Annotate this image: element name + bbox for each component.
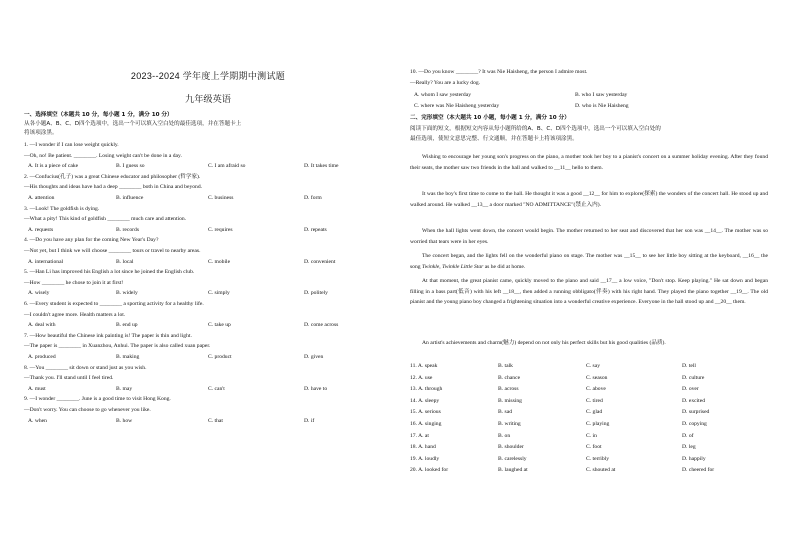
q9-option-d[interactable]: D. if <box>304 417 315 424</box>
q4-option-b[interactable]: B. local <box>116 258 134 265</box>
q9-option-b[interactable]: B. how <box>116 417 133 424</box>
q7-line-2: —The paper is ________ in Xuanzhou, Anhui. The paper is also called xuan paper. <box>24 343 211 350</box>
q7-line-1: 7. —How beautiful the Chinese ink painting is! The paper is thin and light. <box>24 332 192 339</box>
choice-12-c[interactable]: C. season <box>586 374 608 381</box>
section2-heading: 二、完形填空（本大题共 10 小题，每小题 1 分，满分 10 分） <box>410 115 570 121</box>
choice-11-c[interactable]: C. say <box>586 363 600 369</box>
q7-option-b[interactable]: B. making <box>116 354 140 360</box>
q5-line-1: 5. —Han Li has improved his English a lot since he joined the English club. <box>24 269 195 276</box>
right-column <box>410 0 776 549</box>
choice-12-b[interactable]: B. chance <box>498 374 521 381</box>
q5-option-d[interactable]: D. politely <box>304 290 328 297</box>
section1-instruction-2: 将该项涂黑。 <box>24 130 58 136</box>
choice-12-d[interactable]: D. culture <box>682 374 705 381</box>
q8-option-b[interactable]: B. may <box>116 385 133 392</box>
q2-option-d[interactable]: D. form <box>304 195 322 201</box>
q7-option-d[interactable]: D. given <box>304 354 324 360</box>
q8-line-1: 8. —You ________ sit down or stand just as you wish. <box>24 364 147 371</box>
q6-option-d[interactable]: D. come across <box>304 322 339 329</box>
left-column <box>24 0 392 549</box>
choice-15-b[interactable]: B. sad <box>498 409 512 416</box>
q5-line-2: —How ________ he chose to join it at first! <box>24 279 124 286</box>
q9-options <box>24 419 392 426</box>
q7-option-a[interactable]: A. produced <box>28 354 56 360</box>
q4-option-d[interactable]: D. convenient <box>304 258 336 265</box>
passage-paragraph-2: It was the boy's first time to come to the hall. He thought it was a good __12__ for him to explore(探索) the wonders of the concert hall. He stood up and walked around. He walked __13__ a door marked "NO ADMITTANCE"(禁止入内). <box>410 191 768 208</box>
passage-paragraph-1: Wishing to encourage her young son's progress on the piano, a mother took her boy to a pianist's concert on a summer holiday evening. After they found their seats, the mother saw two friends in the hall and walked to __11__ hello to them. <box>410 154 768 171</box>
q9-option-a[interactable]: A. when <box>28 417 47 424</box>
choice-16-d[interactable]: D. copying <box>682 421 707 427</box>
passage-p4-text: The concert began, and the lights fell on the wonderful piano on stage. The mother was __15__ to see her little boy sitting at the keyboard, __16__ the song Twinkle, Twinkle Little Star as he did at home. <box>410 253 768 270</box>
q2-options <box>24 196 392 203</box>
choice-18-b[interactable]: B. shoulder <box>498 444 524 451</box>
q1-option-b[interactable]: B. I guess so <box>116 163 145 170</box>
choice-11-a[interactable]: 11. A. speak <box>410 363 438 369</box>
choice-13-b[interactable]: B. across <box>498 386 519 393</box>
choice-15-c[interactable]: C. glad <box>586 409 603 416</box>
q1-line-1: 1. —I wonder if I can lose weight quickly. <box>24 142 119 148</box>
q1-option-c[interactable]: C. I am afraid so <box>208 163 246 170</box>
section2-instruction-2: 最佳选项，使短文意思完整、行文通顺，并在答题卡上将该项涂黑。 <box>410 136 578 142</box>
choice-20-b[interactable]: B. laughed at <box>498 467 528 474</box>
choice-17-b[interactable]: B. on <box>498 432 511 439</box>
q4-option-a[interactable]: A. international <box>28 258 64 265</box>
choice-row-17 <box>410 434 776 441</box>
q10-options-row-1 <box>410 93 778 100</box>
choice-row-14 <box>410 399 776 406</box>
choice-13-c[interactable]: C. above <box>586 386 606 393</box>
choice-17-a[interactable]: 17. A. at <box>410 432 429 439</box>
q1-option-d[interactable]: D. It takes time <box>304 163 339 170</box>
q8-options <box>24 387 392 394</box>
q6-line-2: —I couldn't agree more. Health matters a lot. <box>24 311 126 318</box>
section2-instruction-1: 阅读下面的短文，根据短文内容从每小题所给的A、B、C、D四个选项中，选出一个可以填入空白处的 <box>410 126 661 132</box>
q3-option-b[interactable]: B. records <box>116 226 139 233</box>
choice-11-b[interactable]: B. talk <box>498 363 513 369</box>
choice-16-c[interactable]: C. playing <box>586 421 610 427</box>
q3-option-a[interactable]: A. requests <box>28 226 54 233</box>
passage-paragraph-6: An artist's achievements and charm(魅力) depend on not only his perfect skills but his good qualities (品质). <box>422 340 666 346</box>
choice-14-b[interactable]: B. missing <box>498 397 522 404</box>
q3-options <box>24 228 392 235</box>
choice-12-a[interactable]: 12. A. use <box>410 374 433 381</box>
q3-option-c[interactable]: C. requires <box>208 226 233 233</box>
q5-option-c[interactable]: C. simply <box>208 290 230 297</box>
q7-options <box>24 355 392 362</box>
q2-option-a[interactable]: A. attention <box>28 195 55 201</box>
q8-line-2: —Thank you. I'll stand until I feel tired. <box>24 375 114 382</box>
q10-option-a[interactable]: A. whom I saw yesterday <box>414 92 472 98</box>
q8-option-a[interactable]: A. must <box>28 385 46 392</box>
choice-row-13 <box>410 387 776 394</box>
q2-option-c[interactable]: C. business <box>208 195 234 201</box>
choice-14-d[interactable]: D. excited <box>682 397 705 404</box>
q10-options-row-2 <box>410 104 778 111</box>
q9-line-2: —Don't worry. You can choose to go whenever you like. <box>24 407 151 413</box>
choice-row-16 <box>410 422 776 429</box>
q4-options <box>24 260 392 267</box>
choice-19-b[interactable]: B. carelessly <box>498 455 527 462</box>
q6-options <box>24 323 392 330</box>
choice-18-c[interactable]: C. foot <box>586 444 602 451</box>
choice-15-d[interactable]: D. surprised <box>682 409 710 416</box>
q2-option-b[interactable]: B. influence <box>116 195 144 201</box>
q3-line-2: —What a pity! This kind of goldfish ________ much care and attention. <box>24 216 187 223</box>
q1-option-a[interactable]: A. It is a piece of cake <box>28 163 79 170</box>
q1-options <box>24 164 392 171</box>
choice-20-c[interactable]: C. shouted at <box>586 467 616 474</box>
choice-14-a[interactable]: 14. A. sleepy <box>410 397 440 404</box>
q10-line-1: 10. —Do you know ________? It was Nie Haisheng, the person I admire most. <box>410 69 588 75</box>
choice-16-b[interactable]: B. writing <box>498 421 521 427</box>
q1-line-2: —Oh, no! Be patient. ________. Losing weight can't be done in a day. <box>24 152 182 159</box>
choice-19-d[interactable]: D. happily <box>682 455 706 462</box>
choice-14-c[interactable]: C. tired <box>586 397 603 404</box>
q6-line-1: 6. —Every student is expected to ________ a sporting activity for a healthy life. <box>24 301 204 307</box>
choice-row-19 <box>410 457 776 464</box>
choice-13-a[interactable]: 13. A. through <box>410 386 443 393</box>
q3-option-d[interactable]: D. repeats <box>304 226 327 233</box>
q10-option-d[interactable]: D. who is Nie Haisheng <box>575 103 629 109</box>
q7-option-c[interactable]: C. product <box>208 354 232 360</box>
choice-row-11 <box>410 364 776 371</box>
passage-paragraph-3: When the hall lights went down, the concert would begin. The mother returned to her seat and discovered that her son was __14__. The mother was so worried that tears were in her eyes. <box>410 228 768 245</box>
choice-19-c[interactable]: C. terribly <box>586 455 609 462</box>
q5-option-b[interactable]: B. widely <box>116 290 138 297</box>
q5-option-a[interactable]: A. wisely <box>28 290 50 297</box>
q10-option-c[interactable]: C. where was Nie Haisheng yesterday <box>414 103 500 109</box>
q4-option-c[interactable]: C. mobile <box>208 258 231 265</box>
q9-line-1: 9. —I wonder ________. June is a good time to visit Hong Kong. <box>24 396 171 403</box>
choice-row-20 <box>410 468 776 475</box>
choice-row-15 <box>410 410 776 417</box>
choice-row-18 <box>410 445 776 452</box>
q8-option-d[interactable]: D. have to <box>304 385 328 392</box>
passage-paragraph-4 <box>410 251 768 272</box>
passage-paragraph-5: At that moment, the great pianist came, quickly moved to the piano and said __17__ a low voice, "Don't stop. Keep playing." He sat down and began filling in a bass part(低音) with his left __18__, then added a running obbligato(伴奏) with his right hand. They played the piano together __19__. The old pianist and the young piano boy changed a frightening situation into a wonderful creative experience. Everyone in the hall stood up and __20__ them. <box>410 278 768 306</box>
q4-line-1: 4. —Do you have any plan for the coming New Year's Day? <box>24 237 159 244</box>
exam-subtitle: 九年级英语 <box>185 94 231 104</box>
q10-option-b[interactable]: B. who I saw yesterday <box>575 92 628 98</box>
choice-17-c[interactable]: C. in <box>586 432 597 439</box>
choice-20-a[interactable]: 20. A. looked for <box>410 467 449 474</box>
section1-heading: 一、选择填空（本题共 10 分，每小题 1 分，满分 10 分） <box>24 112 173 118</box>
choice-18-d[interactable]: D. leg <box>682 444 696 451</box>
q9-option-c[interactable]: C. that <box>208 417 223 424</box>
choice-13-d[interactable]: D. over <box>682 386 699 393</box>
q8-option-c[interactable]: C. can't <box>208 385 225 392</box>
q6-option-b[interactable]: B. end up <box>116 322 138 329</box>
choice-11-d[interactable]: D. tell <box>682 363 696 369</box>
q6-option-c[interactable]: C. take up <box>208 322 231 329</box>
q3-line-1: 3. —Look! The goldfish is dying. <box>24 205 100 212</box>
choice-20-d[interactable]: D. cheered for <box>682 467 715 474</box>
q4-line-2: —Not yet, but I think we will choose ________ tours or travel to nearby areas. <box>24 248 201 254</box>
choice-19-a[interactable]: 19. A. loudly <box>410 455 440 462</box>
choice-17-d[interactable]: D. of <box>682 432 694 439</box>
exam-title: 2023--2024 学年度上学期期中测试题 <box>130 71 286 81</box>
q2-line-2: —His thoughts and ideas have had a deep ________ both in China and beyond. <box>24 184 203 191</box>
q6-option-a[interactable]: A. deal with <box>28 322 56 329</box>
section1-instruction-1: 从各小题A、B、C、D四个选项中，选出一个可以填入空白处的最佳选项，并在答题卡上 <box>24 121 242 127</box>
choice-row-12 <box>410 376 776 383</box>
q10-line-2: —Really? You are a lucky dog. <box>410 80 481 86</box>
q2-line-1: 2. —Confucius(孔子) was a great Chinese educator and philosopher (哲学家). <box>24 173 201 180</box>
choice-15-a[interactable]: 15. A. serious <box>410 409 441 416</box>
choice-18-a[interactable]: 18. A. hand <box>410 444 436 451</box>
q5-options <box>24 291 392 298</box>
choice-16-a[interactable]: 16. A. singing <box>410 421 442 427</box>
